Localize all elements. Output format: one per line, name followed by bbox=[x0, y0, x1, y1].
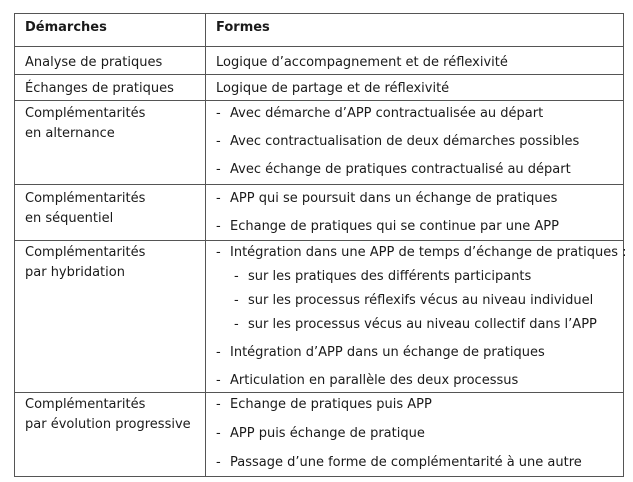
bullet-dash: - bbox=[216, 106, 221, 121]
forme-text: APP qui se poursuit dans un échange de pratiques bbox=[230, 191, 558, 206]
formes-cell bbox=[206, 185, 624, 241]
forme-text: Echange de pratiques puis APP bbox=[230, 397, 432, 412]
forme-text: Logique de partage et de réflexivité bbox=[216, 81, 450, 96]
demarche-cell bbox=[15, 101, 206, 185]
formes-cell bbox=[206, 47, 624, 75]
demarche-label: en alternance bbox=[25, 126, 115, 141]
bullet-dash: - bbox=[216, 426, 221, 441]
forme-text: Articulation en parallèle des deux processus bbox=[230, 373, 519, 388]
demarche-label: Analyse de pratiques bbox=[25, 55, 163, 70]
forme-text: APP puis échange de pratique bbox=[230, 426, 425, 441]
forme-text: Avec contractualisation de deux démarches possibles bbox=[230, 134, 580, 149]
demarche-cell bbox=[15, 75, 206, 101]
forme-item bbox=[216, 243, 627, 263]
table-row bbox=[15, 101, 624, 185]
demarche-label: par hybridation bbox=[25, 265, 125, 280]
forme-text: sur les processus réflexifs vécus au niveau individuel bbox=[248, 293, 594, 308]
formes-cell bbox=[206, 101, 624, 185]
header-demarches: Démarches bbox=[15, 14, 206, 47]
forme-text: Avec démarche d’APP contractualisée au départ bbox=[230, 106, 544, 121]
forme-text: Avec échange de pratiques contractualisé au départ bbox=[230, 162, 571, 177]
table-row bbox=[15, 241, 624, 393]
forme-text: Passage d’une forme de complémentarité à une autre bbox=[230, 455, 582, 470]
bullet-dash: - bbox=[216, 245, 221, 260]
forme-text: Intégration dans une APP de temps d’échange de pratiques : bbox=[230, 245, 627, 260]
bullet-dash: - bbox=[234, 269, 239, 284]
table-row bbox=[15, 75, 624, 101]
table-row bbox=[15, 47, 624, 75]
demarche-label: en séquentiel bbox=[25, 211, 114, 226]
bullet-dash: - bbox=[216, 162, 221, 177]
table-row bbox=[15, 393, 624, 477]
demarche-label: par évolution progressive bbox=[25, 417, 191, 432]
forme-item bbox=[216, 104, 623, 124]
demarche-cell bbox=[15, 185, 206, 241]
bullet-dash: - bbox=[216, 191, 221, 206]
bullet-dash: - bbox=[216, 373, 221, 388]
table-row bbox=[15, 185, 624, 241]
forme-item bbox=[216, 160, 623, 180]
forme-item bbox=[216, 132, 623, 152]
forme-subitem bbox=[216, 315, 623, 335]
demarche-cell bbox=[15, 393, 206, 477]
demarche-cell bbox=[15, 241, 206, 393]
header-row bbox=[15, 14, 624, 47]
forme-text: sur les processus vécus au niveau collectif dans l’APP bbox=[248, 317, 597, 332]
demarche-label: Complémentarités bbox=[25, 397, 146, 412]
forme-text: Echange de pratiques qui se continue par une APP bbox=[230, 219, 559, 234]
demarche-label: Échanges de pratiques bbox=[25, 81, 174, 96]
bullet-dash: - bbox=[216, 345, 221, 360]
bullet-dash: - bbox=[216, 455, 221, 470]
bullet-dash: - bbox=[234, 317, 239, 332]
forme-item bbox=[216, 189, 623, 209]
forme-text: sur les pratiques des différents participants bbox=[248, 269, 532, 284]
forme-item bbox=[216, 424, 623, 444]
forme-subitem bbox=[216, 291, 623, 311]
demarche-cell bbox=[15, 47, 206, 75]
forme-subitem bbox=[216, 267, 623, 287]
forme-text: Intégration d’APP dans un échange de pratiques bbox=[230, 345, 545, 360]
header-formes: Formes bbox=[206, 14, 624, 47]
demarche-label: Complémentarités bbox=[25, 245, 146, 260]
forme-item bbox=[216, 395, 623, 415]
formes-cell bbox=[206, 75, 624, 101]
demarche-label: Complémentarités bbox=[25, 106, 146, 121]
demarche-label: Complémentarités bbox=[25, 191, 146, 206]
forme-item bbox=[216, 217, 623, 237]
bullet-dash: - bbox=[216, 134, 221, 149]
formes-cell bbox=[206, 393, 624, 477]
formes-cell bbox=[206, 241, 627, 393]
bullet-dash: - bbox=[216, 219, 221, 234]
forme-item bbox=[216, 343, 623, 363]
forme-item bbox=[216, 371, 623, 391]
forme-item bbox=[216, 453, 623, 473]
forme-text: Logique d’accompagnement et de réflexivité bbox=[216, 55, 508, 70]
bullet-dash: - bbox=[216, 397, 221, 412]
demarches-formes-table bbox=[14, 13, 627, 477]
bullet-dash: - bbox=[234, 293, 239, 308]
